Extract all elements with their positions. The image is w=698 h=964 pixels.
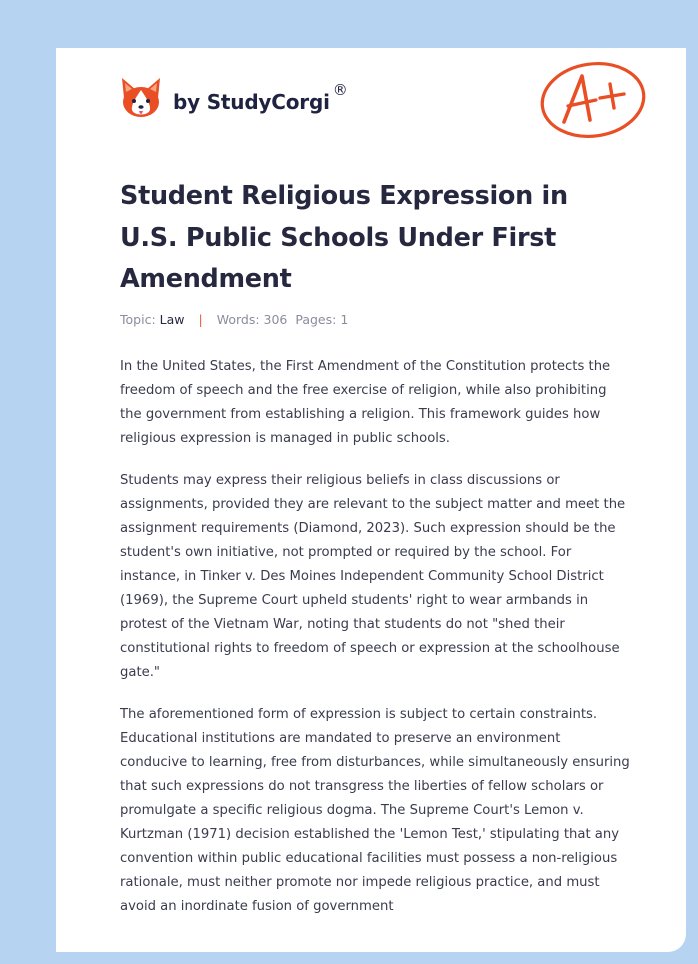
document-title: Student Religious Expression in U.S. Public Schools Under First Amendment bbox=[120, 181, 568, 294]
words-count: 306 bbox=[263, 312, 288, 327]
document-meta bbox=[120, 312, 348, 327]
brand-logo[interactable] bbox=[120, 76, 348, 120]
paragraph: Students may express their religious beliefs in class discussions or assignments, provided they are relevant to the subject matter and meet the assignment requirements (Diamond, 2023). Such expression should be the student's own initiative, not prompted or required by the school. For instance, in Tinker v. Des Moines Independent Community School District (1969), the Supreme Court upheld students' right to wear armbands in protest of the Vietnam War, noting that students do not "shed their constitutional rights to freedom of speech or expression at the schoolhouse gate." bbox=[120, 473, 626, 680]
meta-separator: | bbox=[198, 312, 203, 327]
paragraph: In the United States, the First Amendment of the Constitution protects the freedom of speech and the free exercise of religion, while also prohibiting the government from establishing a religion. This framework guides how religious expression is managed in public schools. bbox=[120, 359, 611, 446]
registered-mark: ® bbox=[332, 81, 348, 99]
brand-name: by StudyCorgi ® bbox=[173, 81, 348, 114]
words-label: Words: bbox=[216, 312, 260, 327]
paragraph: The aforementioned form of expression is subject to certain constraints. Educational institutions are mandated to preserve an environment conducive to learning, free from disturbances, while simultaneously ensuring that such expressions do not transgress the liberties of fellow scholars or promulgate a specific religious dogma. The Supreme Court's Lemon v. Kurtzman (1971) decision established the 'Lemon Test,' stipulating that any convention within public educational facilities must possess a non-religious rationale, must neither promote nor impede religious practice, and must avoid an inordinate fusion of government bbox=[120, 707, 630, 914]
corgi-logo-icon bbox=[120, 76, 162, 120]
document-body bbox=[120, 355, 630, 937]
topic-link[interactable]: Law bbox=[159, 312, 185, 327]
pages-label: Pages: bbox=[295, 312, 337, 327]
pages-count: 1 bbox=[340, 312, 349, 327]
topic-label: Topic: bbox=[120, 312, 156, 327]
a-plus-grade-icon bbox=[538, 60, 648, 140]
document-card bbox=[56, 48, 686, 952]
